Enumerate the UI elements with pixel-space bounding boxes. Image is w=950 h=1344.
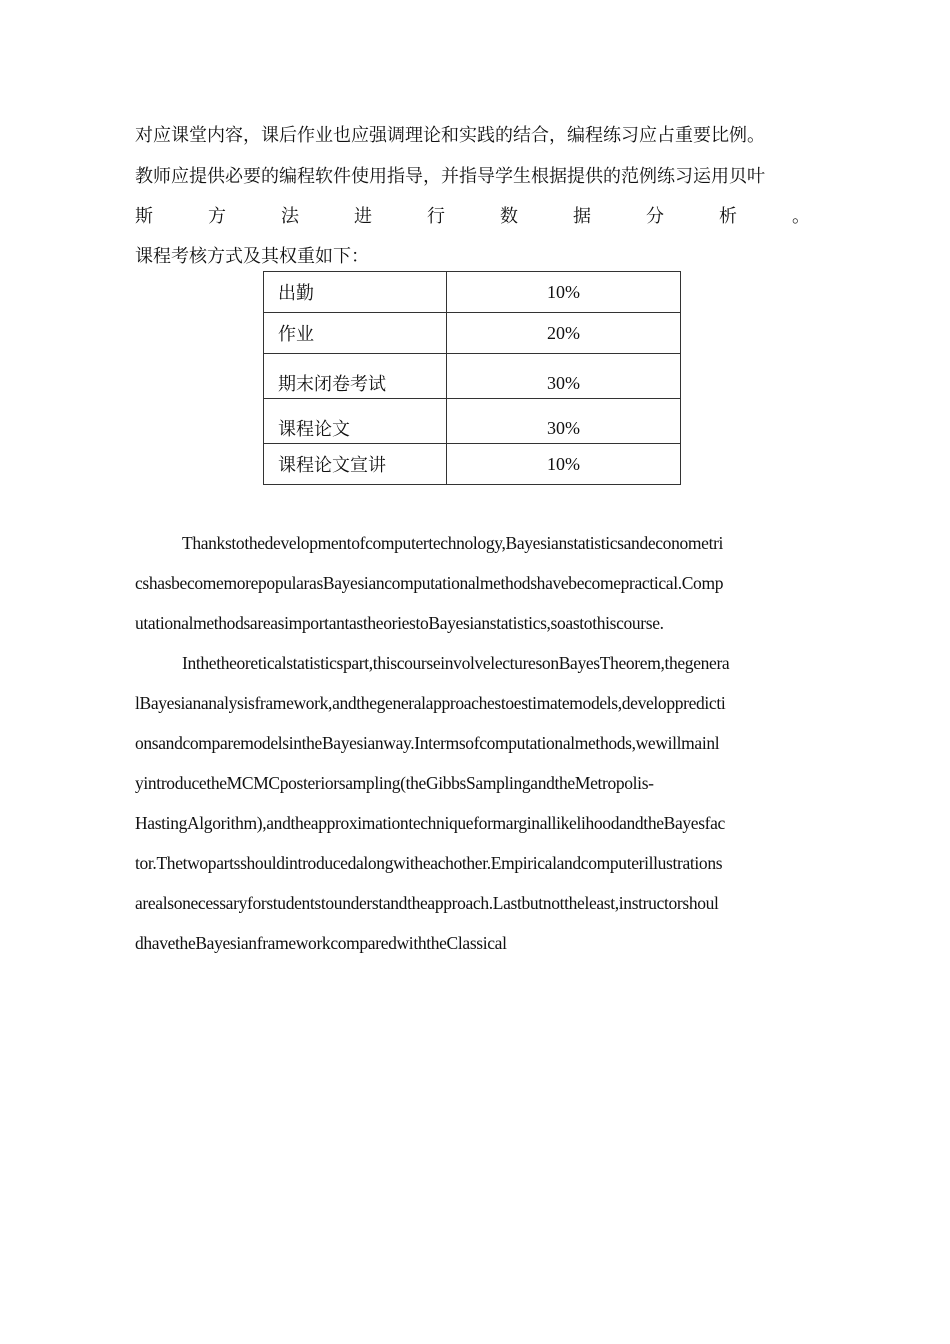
intro-line-3: [135, 205, 810, 229]
assessment-weight: 10%: [447, 272, 681, 313]
assessment-weight: 30%: [447, 399, 681, 444]
assessment-table: [263, 271, 681, 485]
english-paragraph-1-line: cshasbecomemorepopularasBayesiancomputationalmethodshavebecomepractical.Comp: [135, 573, 724, 593]
assessment-item: 出勤: [264, 272, 447, 313]
spread-char: 据: [573, 206, 591, 227]
spread-char: 斯: [135, 206, 153, 227]
english-paragraph-2-line: lBayesiananalysisframework,andthegeneralapproachestoestimatemodels,developpredicti: [135, 693, 726, 713]
assessment-item: 课程论文宣讲: [264, 444, 447, 485]
spread-char: 方: [208, 206, 226, 227]
english-paragraph-2-line: dhavetheBayesianframeworkcomparedwiththeClassical: [135, 933, 507, 953]
english-paragraph-2-line: arealsonecessaryforstudentstounderstandtheapproach.Lastbutnottheleast,instructorshoul: [135, 893, 719, 913]
english-paragraph-2-line: Inthetheoreticalstatisticspart,thiscourseinvolvelecturesonBayesTheorem,thegenera: [182, 653, 730, 673]
table-row: [264, 399, 681, 444]
english-paragraph-2-line: onsandcomparemodelsintheBayesianway.Intermsofcomputationalmethods,wewillmainl: [135, 733, 720, 753]
english-paragraph-2-line: tor.Thetwopartsshouldintroducedalongwitheachother.Empiricalandcomputerillustrations: [135, 853, 723, 873]
english-paragraph-2-line: HastingAlgorithm),andtheapproximationtechniqueformarginallikelihoodandtheBayesfac: [135, 813, 725, 833]
spread-char: 。: [792, 206, 810, 227]
table-row: [264, 444, 681, 485]
table-row: [264, 354, 681, 399]
spread-char: 行: [427, 206, 445, 227]
assessment-item: 期末闭卷考试: [264, 354, 447, 399]
spread-char: 数: [500, 206, 518, 227]
english-paragraph-2-line: yintroducetheMCMCposteriorsampling(theGibbsSamplingandtheMetropolis-: [135, 773, 654, 793]
assessment-item: 课程论文: [264, 399, 447, 444]
intro-line-4: 课程考核方式及其权重如下：: [135, 246, 369, 267]
intro-line-2: 教师应提供必要的编程软件使用指导，并指导学生根据提供的范例练习运用贝叶: [135, 166, 765, 187]
table-row: [264, 272, 681, 313]
assessment-item: 作业: [264, 313, 447, 354]
table-row: [264, 313, 681, 354]
spread-char: 进: [354, 206, 372, 227]
intro-line-1: 对应课堂内容，课后作业也应强调理论和实践的结合，编程练习应占重要比例。: [135, 125, 765, 146]
english-paragraph-1-line: utationalmethodsareasimportantastheoriestoBayesianstatistics,soastothiscourse.: [135, 613, 664, 633]
spread-char: 析: [719, 206, 737, 227]
assessment-weight: 30%: [447, 354, 681, 399]
english-paragraph-1-line: Thankstothedevelopmentofcomputertechnology,Bayesianstatisticsandeconometri: [182, 533, 724, 553]
spread-char: 法: [281, 206, 299, 227]
assessment-weight: 10%: [447, 444, 681, 485]
assessment-weight: 20%: [447, 313, 681, 354]
spread-char: 分: [646, 206, 664, 227]
